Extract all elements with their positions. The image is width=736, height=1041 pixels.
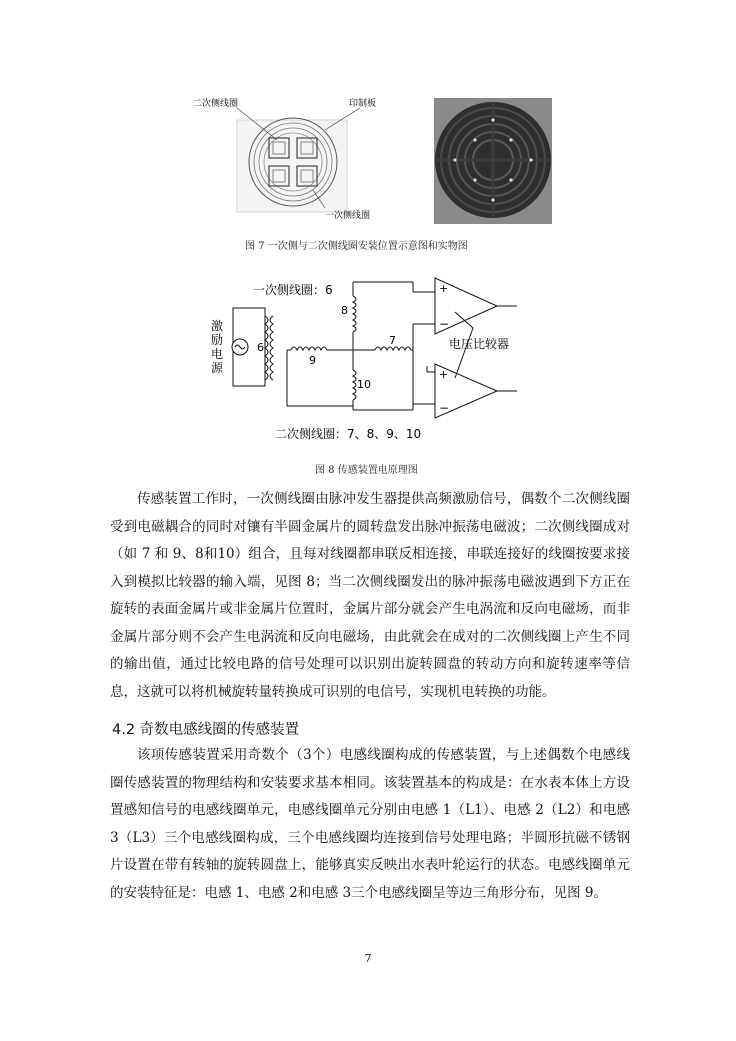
coil-schematic-image [237, 108, 360, 212]
label-comparator: 电压比较器 [449, 337, 510, 351]
label-secondary-coil: 二次侧线圈：7、8、9、10 [275, 427, 422, 441]
label-secondary-coil-top: 二次侧线圈 [193, 99, 239, 109]
comparator-1-plus: + [439, 282, 449, 295]
label-pcb: 印制板 [349, 99, 377, 109]
paragraph-1 [110, 486, 630, 706]
label-excitation-1: 激 [211, 319, 224, 333]
label-excitation-2: 励 [211, 333, 224, 347]
label-coil-6: 6 [257, 341, 264, 354]
label-coil-9: 9 [309, 354, 316, 367]
label-coil-7: 7 [389, 334, 396, 347]
coil-6-secondary-icon [270, 316, 273, 380]
coil-9-icon [291, 347, 327, 350]
coil-8-icon [353, 296, 356, 332]
figure-8-caption: 图 8 传感装置电原理图 [315, 465, 418, 476]
page-number: 7 [364, 952, 372, 965]
coil-7-icon [375, 347, 411, 350]
comparator-2-minus: − [439, 401, 450, 415]
coil-photo-image [434, 98, 552, 224]
label-primary-coil: 一次侧线圈 [325, 211, 371, 221]
label-primary-coil: 一次侧线圈：6 [253, 283, 333, 297]
label-coil-10: 10 [357, 378, 371, 391]
paragraph-2 [110, 742, 630, 907]
paragraph-2-text: 该项传感装置采用奇数个（3个）电感线圈构成的传感装置，与上述偶数个电感线圈传感装置的物理结构和安装要求基本相同。该装置基本的构成是：在水表本体上方设置感知信号的电感线圈单元，电感线圈单元分别由电感 1（L1）、电感 2（L2）和电感 3（L3）三个电感线圈构成，三个电感线圈均连接到信号处理电路；半圆形抗磁不锈钢片设置在带有转轴的旋转圆盘上，能够真实反映出水表叶轮运行的状态。电感线圈单元的安装特征是：电感 1、电感 2和电感 3三个电感线圈呈等边三角形分布，见图 9。 [110, 747, 630, 901]
figure-7-caption: 图 7 一次侧与二次侧线圈安装位置示意图和实物图 [245, 241, 468, 252]
section-heading: 4.2 奇数电感线圈的传感装置 [112, 722, 300, 738]
figure-8 [205, 268, 535, 448]
figure-7 [185, 90, 555, 230]
label-coil-8: 8 [341, 304, 348, 317]
label-excitation-3: 电 [211, 347, 224, 361]
coil-10-icon [353, 370, 356, 400]
comparator-1-minus: − [439, 317, 450, 331]
label-excitation-4: 源 [211, 361, 224, 375]
comparator-2-plus: + [439, 368, 449, 381]
paragraph-1-text: 传感装置工作时，一次侧线圈由脉冲发生器提供高频激励信号，偶数个二次侧线圈受到电磁耦合的同时对镶有半圆金属片的圆转盘发出脉冲振荡电磁波；二次侧线圈成对（如 7 和 9、8和10）组合，且每对线圈都串联反相连接，串联连接好的线圈按要求接入到模拟比较器的输入端，见图 8；当二次侧线圈发出的脉冲振荡电磁波遇到下方正在旋转的表面金属片或非金属片位置时，金属片部分就会产生电涡流和反向电磁场，而非金属片部分则不会产生电涡流和反向电磁场，由此就会在成对的二次侧线圈上产生不同的输出值，通过比较电路的信号处理可以识别出旋转圆盘的转动方向和旋转速率等信息，这就可以将机械旋转量转换成可识别的电信号，实现机电转换的功能。 [110, 491, 630, 700]
circuit-diagram [205, 268, 535, 448]
figure-7-drawing [185, 90, 555, 230]
